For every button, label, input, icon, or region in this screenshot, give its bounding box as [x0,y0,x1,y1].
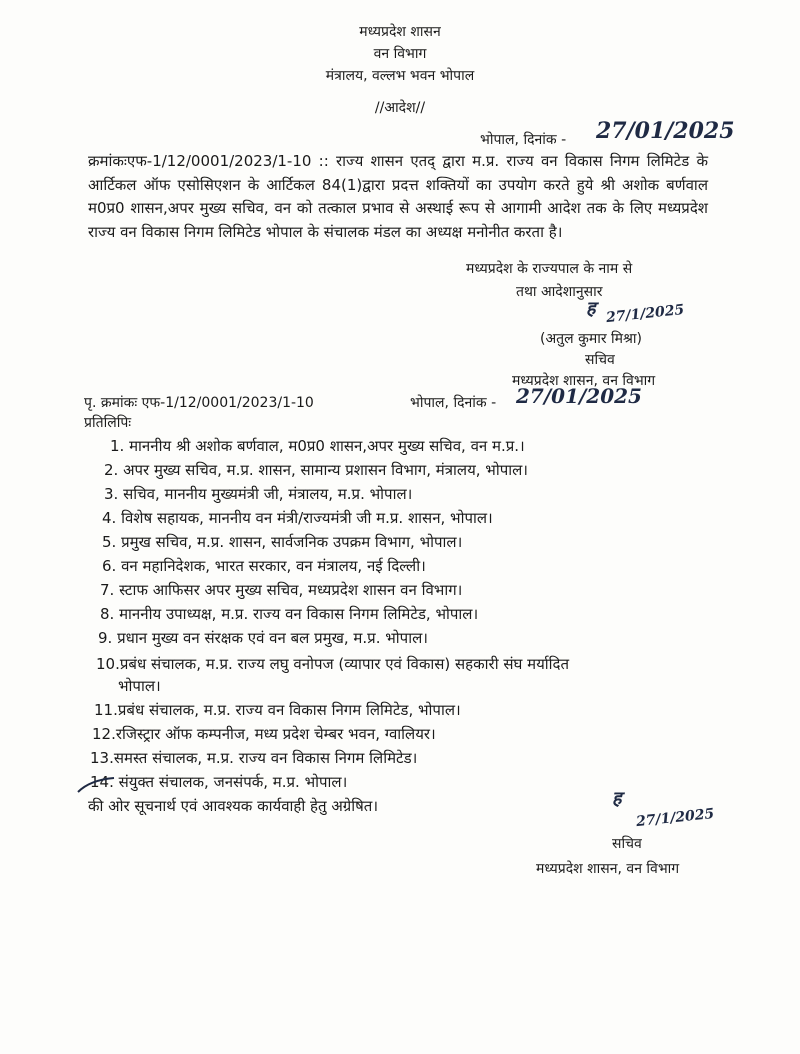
signature-mark-2: ह [612,788,622,809]
order-authority-line: तथा आदेशानुसार [516,284,603,300]
governor-name-line: मध्यप्रदेश के राज्यपाल के नाम से [466,261,633,277]
tick-mark-icon [76,774,116,798]
signature-date-2: 27/1/2025 [635,805,716,831]
signatory-office: मध्यप्रदेश शासन, वन विभाग [512,373,656,389]
list-item: 8. माननीय उपाध्यक्ष, म.प्र. राज्य वन विकास निगम लिमिटेड, भोपाल। [100,605,479,623]
list-item: 6. वन महानिदेशक, भारत सरकार, वन मंत्रालय, नई दिल्ली। [102,557,426,575]
signature-date: 27/1/2025 [605,301,686,327]
list-item: 10.प्रबंध संचालक, म.प्र. राज्य लघु वनोपज (व्यापार एवं विकास) सहकारी संघ मर्यादित [96,655,570,673]
list-item-continuation: भोपाल। [118,677,161,695]
list-item: 3. सचिव, माननीय मुख्यमंत्री जी, मंत्रालय, म.प्र. भोपाल। [104,485,413,503]
list-item: 11.प्रबंध संचालक, म.प्र. राज्य वन विकास निगम लिमिटेड, भोपाल। [94,701,461,719]
signatory-designation: सचिव [585,352,615,368]
list-item: 5. प्रमुख सचिव, म.प्र. शासन, सार्वजनिक उपक्रम विभाग, भोपाल। [102,533,463,551]
list-item: 4. विशेष सहायक, माननीय वन मंत्री/राज्यमंत्री जी म.प्र. शासन, भोपाल। [102,509,493,527]
header-department: वन विभाग [373,46,427,62]
signatory-name: (अतुल कुमार मिश्रा) [540,331,643,347]
signature-mark: ह [586,298,596,319]
list-item: 12.रजिस्ट्रार ऑफ कम्पनीज, मध्य प्रदेश चेम्बर भवन, ग्वालियर। [92,725,436,743]
endorsement-date-label: भोपाल, दिनांक - [410,395,497,411]
closing-line: की ओर सूचनार्थ एवं आवश्यक कार्यवाही हेतु अग्रेषित। [88,797,379,815]
list-item: 1. माननीय श्री अशोक बर्णवाल, म0प्र0 शासन,अपर मुख्य सचिव, वन म.प्र.। [110,437,525,455]
signatory-office-2: मध्यप्रदेश शासन, वन विभाग [536,861,680,877]
order-paragraph: क्रमांकःएफ-1/12/0001/2023/1-10 :: राज्य शासन एतद् द्वारा म.प्र. राज्य वन विकास निगम लिमिटेड के आर्टिकल ऑफ एसोसिएशन के आर्टिकल 84(1)द्वारा प्रदत्त शक्तियों का उपयोग करते हुये श्री अशोक बर्णवाल म0प्र0 शासन,अपर मुख्य सचिव, वन को तत्काल प्रभाव से अस्थाई रूप से आगामी आदेश तक के लिए मध्यप्रदेश राज्य वन विकास निगम लिमिटेड भोपाल के संचालक मंडल का अध्यक्ष मनोनीत करता है। [88,152,708,241]
list-item: 2. अपर मुख्य सचिव, म.प्र. शासन, सामान्य प्रशासन विभाग, मंत्रालय, भोपाल। [104,461,528,479]
copy-label: प्रतिलिपिः [84,415,132,431]
list-item: 7. स्टाफ आफिसर अपर मुख्य सचिव, मध्यप्रदेश शासन वन विभाग। [100,581,463,599]
endorsement-handwritten-date: 27/01/2025 [516,384,642,408]
date-label: भोपाल, दिनांक - [480,132,567,148]
handwritten-date: 27/01/2025 [596,118,735,144]
endorsement-ref: पृ. क्रमांकः एफ-1/12/0001/2023/1-10 [84,395,314,411]
header-govt: मध्यप्रदेश शासन [359,24,441,40]
order-title: //आदेश// [374,100,426,116]
signatory-designation-2: सचिव [612,836,642,852]
header-address: मंत्रालय, वल्लभ भवन भोपाल [325,68,475,84]
list-item: 14. संयुक्त संचालक, जनसंपर्क, म.प्र. भोपाल। [90,773,348,791]
list-item: 9. प्रधान मुख्य वन संरक्षक एवं वन बल प्रमुख, म.प्र. भोपाल। [98,629,428,647]
list-item: 13.समस्त संचालक, म.प्र. राज्य वन विकास निगम लिमिटेड। [90,749,418,767]
